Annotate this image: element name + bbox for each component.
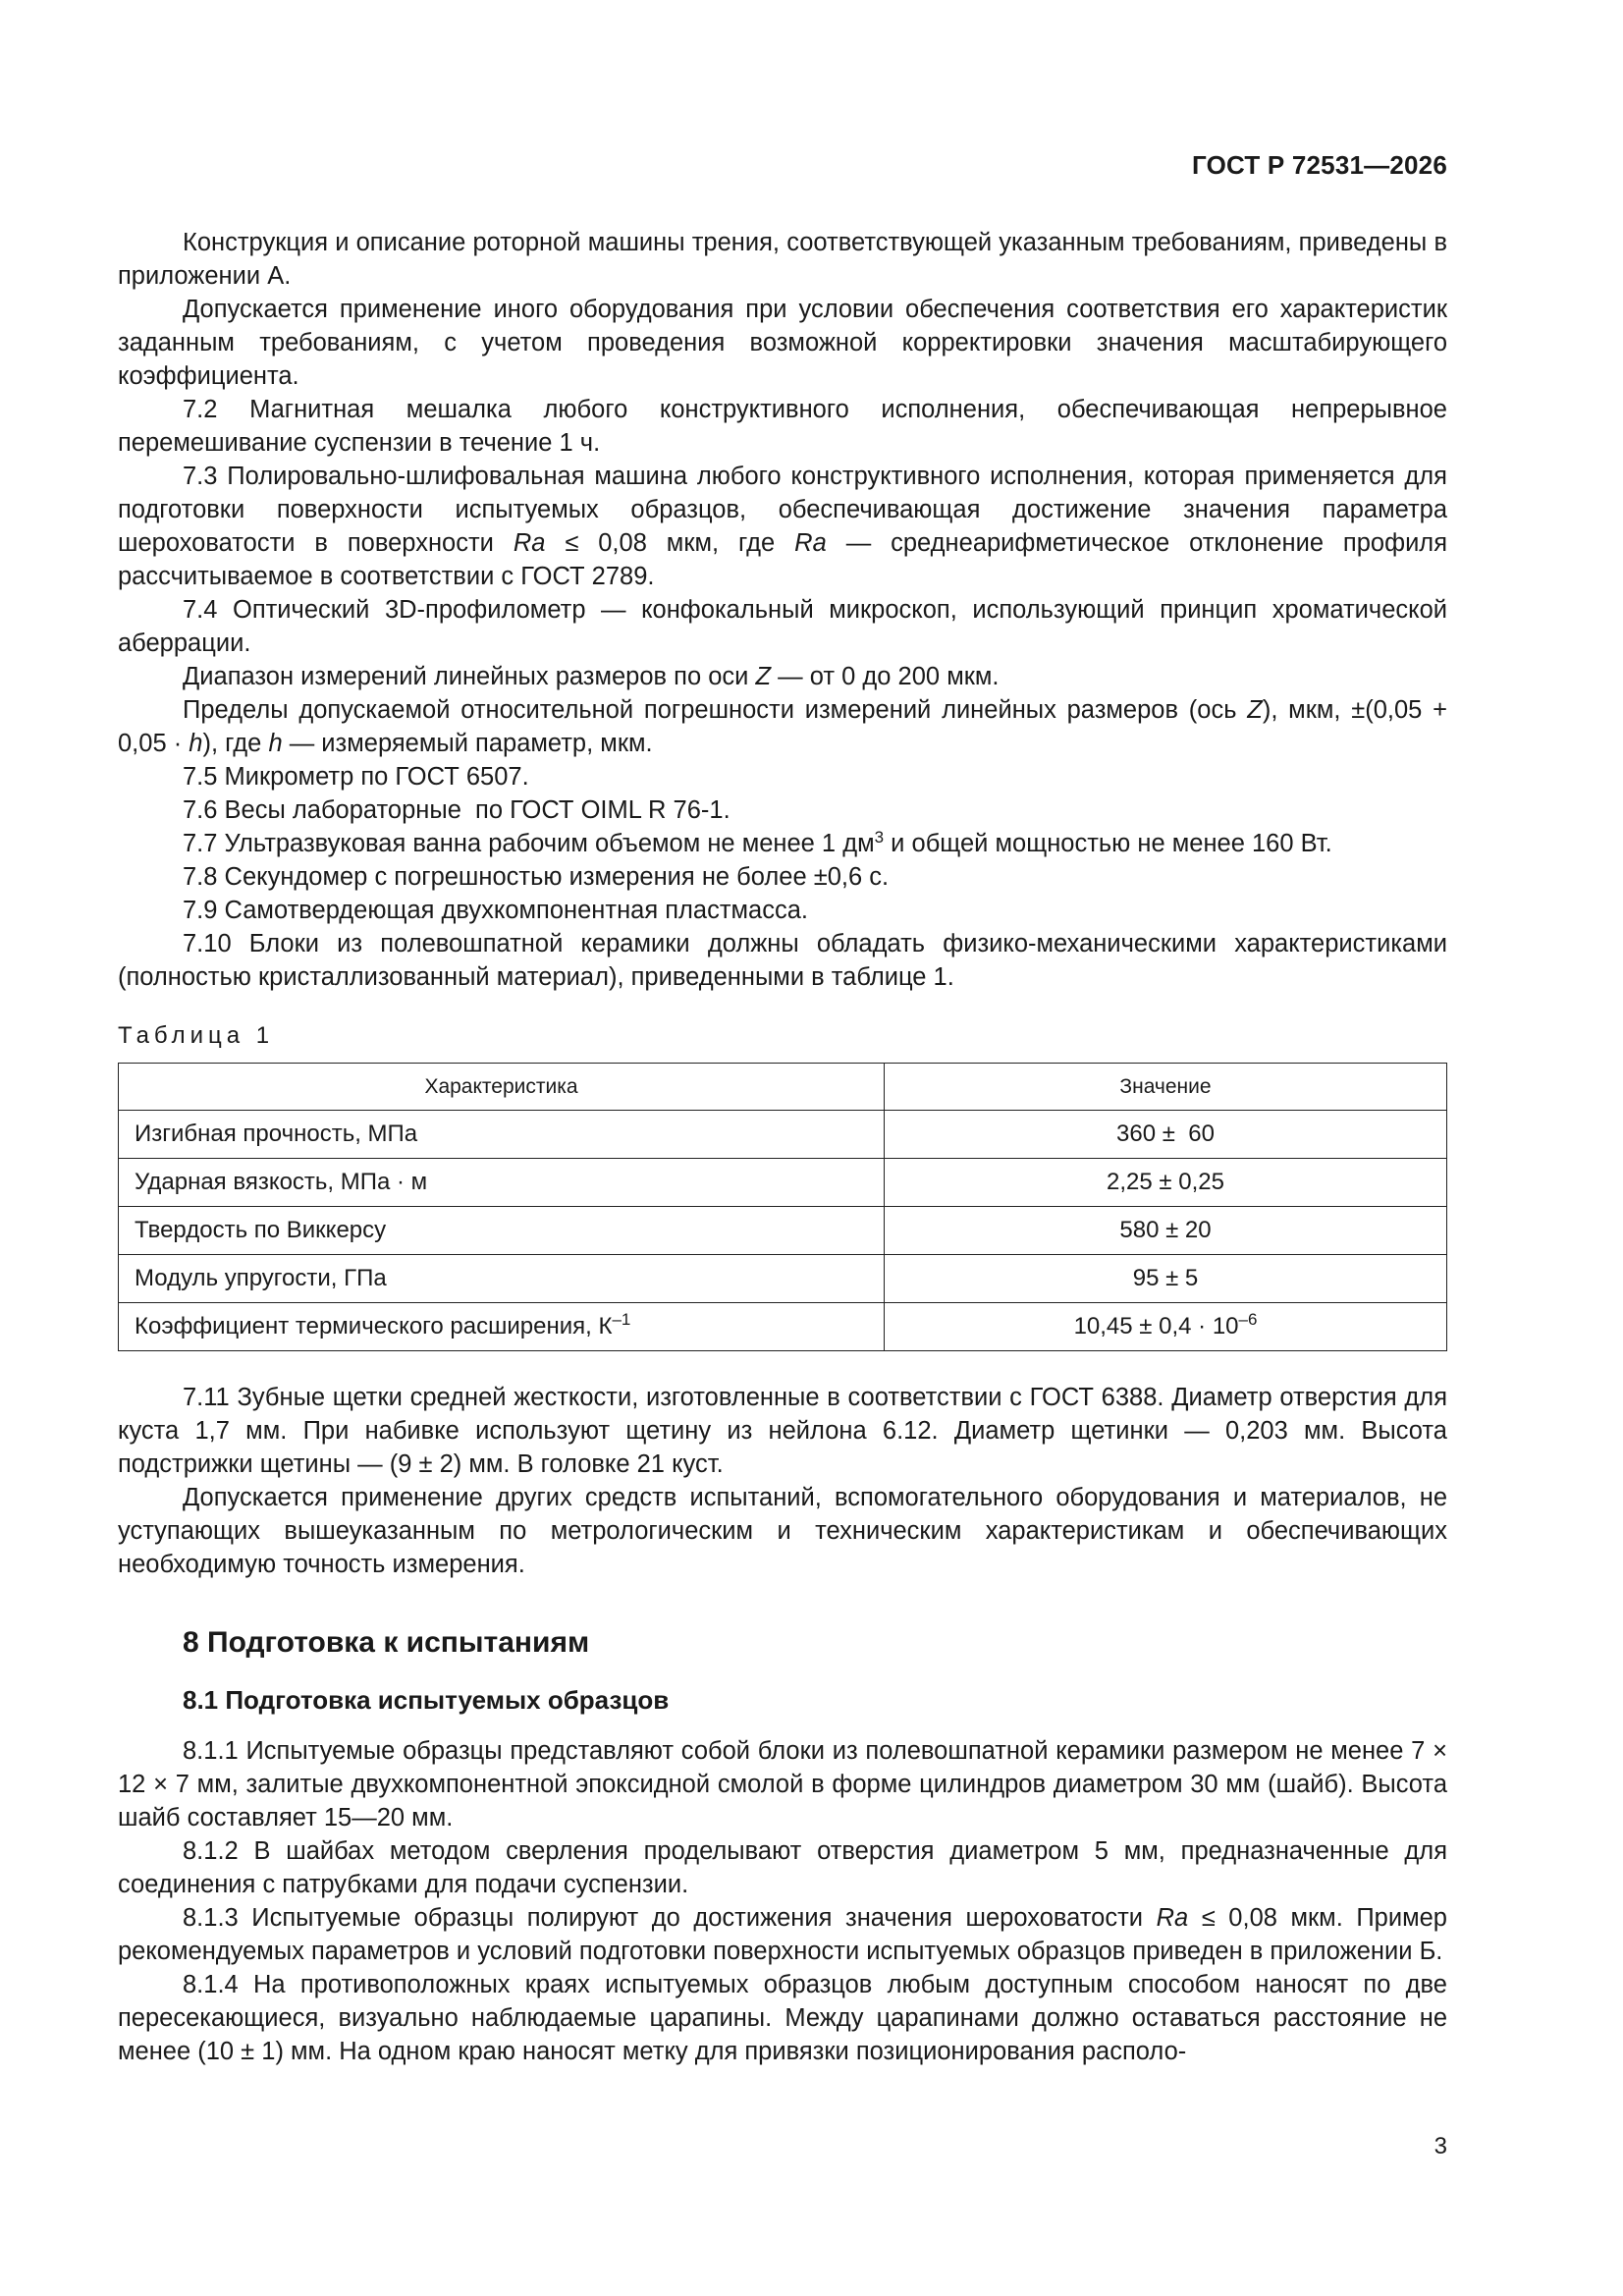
paragraph: Конструкция и описание роторной машины трения, соответствующей указанным требованиям, приведены в приложении А.: [118, 229, 1447, 290]
paragraph-7-7: 7.7 Ультразвуковая ванна рабочим объемом не менее 1 $дм^3$ и общей мощностью не менее 160 Вт.: [183, 828, 1332, 857]
table-cell-value: 580 ± 20: [885, 1207, 1447, 1255]
paragraph-8-1-2: 8.1.2 В шайбах методом сверления проделывают отверстия диаметром 5 мм, предназначенные для соединения с патрубками для подачи суспензии.: [118, 1837, 1447, 1898]
paragraph-7-10: 7.10 Блоки из полевошпатной керамики должны обладать физико-механическими характеристиками (полностью кристаллизованный материал), приведенными в таблице 1.: [118, 930, 1447, 991]
paragraph-7-6: 7.6 Весы лабораторные по ГОСТ OIML R 76-1.: [183, 796, 730, 824]
document-body: [118, 226, 1447, 2068]
table-row: [119, 1111, 1447, 1159]
table-cell-name: Коэффициент термического расширения, $К^{-1}$: [119, 1303, 885, 1351]
paragraph-range: Диапазон измерений линейных размеров по оси Z — от 0 до 200 мкм.: [183, 663, 1000, 690]
table-row: [119, 1303, 1447, 1351]
table-row: [119, 1159, 1447, 1207]
paragraph-7-11: 7.11 Зубные щетки средней жесткости, изготовленные в соответствии с ГОСТ 6388. Диаметр отверстия для куста 1,7 мм. При набивке используют щетину из нейлона 6.12. Диаметр щетинки — 0,203 мм. Высота подстрижки щетины — (9 ± 2) мм. В головке 21 куст.: [118, 1384, 1447, 1478]
paragraph-7-4: 7.4 Оптический 3D-профилометр — конфокальный микроскоп, использующий принцип хроматической аберрации.: [118, 596, 1447, 657]
table-header-row: [119, 1064, 1447, 1111]
paragraph-8-1-1: 8.1.1 Испытуемые образцы представляют собой блоки из полевошпатной керамики размером не менее 7 × 12 × 7 мм, залитые двухкомпонентной эпоксидной смолой в форме цилиндров диаметром 30 мм (шайб). Высота шайб составляет 15—20 мм.: [118, 1737, 1447, 1831]
characteristics-table: [118, 1063, 1447, 1351]
paragraph-7-2: 7.2 Магнитная мешалка любого конструктивного исполнения, обеспечивающая непрерывное перемешивание суспензии в течение 1 ч.: [118, 396, 1447, 457]
table-cell-name: Модуль упругости, ГПа: [119, 1255, 885, 1303]
document-header: ГОСТ Р 72531—2026: [1192, 150, 1447, 180]
table-cell-value: 360 ± 60: [885, 1111, 1447, 1159]
paragraph-7-8: 7.8 Секундомер с погрешностью измерения не более ±0,6 с.: [183, 863, 890, 891]
table-row: [119, 1207, 1447, 1255]
table-cell-name: Изгибная прочность, МПа: [119, 1111, 885, 1159]
paragraph-8-1-3: 8.1.3 Испытуемые образцы полируют до достижения значения шероховатости Ra ≤ 0,08 мкм. Пример рекомендуемых параметров и условий подготовки поверхности испытуемых образцов приведен в приложении Б.: [118, 1904, 1447, 1965]
column-header-characteristic: Характеристика: [119, 1064, 885, 1111]
table-caption: Таблица 1: [118, 1022, 275, 1049]
paragraph-7-3: 7.3 Полировально-шлифовальная машина любого конструктивного исполнения, которая применяется для подготовки поверхности испытуемых образцов, обеспечивающая достижение значения параметра шероховатости в поверхности Ra ≤ 0,08 мкм, где Ra — среднеарифметическое отклонение профиля рассчитываемое в соответствии с ГОСТ 2789.: [118, 463, 1447, 590]
paragraph: Допускается применение иного оборудования при условии обеспечения соответствия его характеристик заданным требованиям, с учетом проведения возможной корректировки значения масштабирующего коэффициента.: [118, 296, 1447, 390]
column-header-value: Значение: [885, 1064, 1447, 1111]
table-cell-name: Твердость по Виккерсу: [119, 1207, 885, 1255]
paragraph-7-5: 7.5 Микрометр по ГОСТ 6507.: [183, 763, 529, 791]
paragraph-limits: Пределы допускаемой относительной погрешности измерений линейных размеров (ось Z), мкм, ±(0,05 + 0,05 · h), где h — измеряемый параметр, мкм.: [118, 696, 1447, 757]
paragraph-8-1-4: 8.1.4 На противоположных краях испытуемых образцов любым доступным способом наносят по две пересекающиеся, визуально наблюдаемые царапины. Между царапинами должно оставаться расстояние не менее (10 ± 1) мм. На одном краю наносят метку для привязки позиционирования располо-: [118, 1971, 1447, 2065]
paragraph-allowed: Допускается применение других средств испытаний, вспомогательного оборудования и материалов, не уступающих вышеуказанным по метрологическим и техническим характеристикам и обеспечивающих необходимую точность измерения.: [118, 1484, 1447, 1578]
page-number: 3: [1434, 2133, 1447, 2159]
section-heading-8: 8 Подготовка к испытаниям: [183, 1626, 590, 1659]
table-row: [119, 1255, 1447, 1303]
subsection-heading-8-1: 8.1 Подготовка испытуемых образцов: [183, 1685, 670, 1715]
table-cell-value: 2,25 ± 0,25: [885, 1159, 1447, 1207]
table-cell-value: 95 ± 5: [885, 1255, 1447, 1303]
table-cell-value: $10,45 \pm 0,4 \cdot 10^{-6}$: [885, 1303, 1447, 1351]
table-cell-name: Ударная вязкость, МПа · м: [119, 1159, 885, 1207]
paragraph-7-9: 7.9 Самотвердеющая двухкомпонентная пластмасса.: [183, 897, 809, 924]
